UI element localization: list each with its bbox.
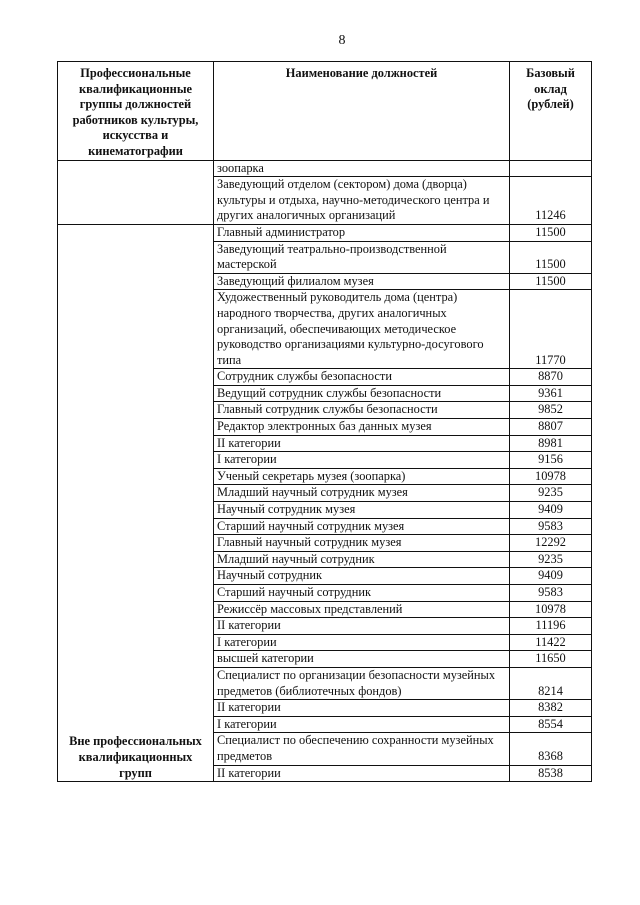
- salary-cell: 9852: [510, 402, 592, 419]
- header-salary: Базовый оклад (рублей): [510, 62, 592, 161]
- salary-cell: 11500: [510, 241, 592, 273]
- position-cell: высшей категории: [214, 651, 510, 668]
- page-number: 8: [338, 33, 346, 48]
- salary-cell: 8538: [510, 765, 592, 782]
- table-row: [58, 224, 592, 241]
- salary-cell: 8981: [510, 435, 592, 452]
- position-cell: Заведующий филиалом музея: [214, 273, 510, 290]
- position-cell: Младший научный сотрудник: [214, 551, 510, 568]
- salary-cell: 10978: [510, 601, 592, 618]
- position-cell: Научный сотрудник: [214, 568, 510, 585]
- position-cell: Заведующий театрально-производственной мастерской: [214, 241, 510, 273]
- salary-cell: 9235: [510, 485, 592, 502]
- position-cell: II категории: [214, 765, 510, 782]
- position-cell: Главный сотрудник службы безопасности: [214, 402, 510, 419]
- position-cell: Старший научный сотрудник: [214, 585, 510, 602]
- position-cell: Ученый секретарь музея (зоопарка): [214, 468, 510, 485]
- position-cell: Главный администратор: [214, 224, 510, 241]
- salary-cell: 9235: [510, 551, 592, 568]
- salary-cell: 9583: [510, 518, 592, 535]
- position-cell: Научный сотрудник музея: [214, 502, 510, 519]
- position-cell: Режиссёр массовых представлений: [214, 601, 510, 618]
- position-cell: Художественный руководитель дома (центра) народного творчества, других аналогичных организаций, обеспечивающих методическое руководство организациями культурно-досугового типа: [214, 290, 510, 369]
- salary-table: [57, 61, 592, 782]
- salary-cell: 8554: [510, 716, 592, 733]
- position-cell: Специалист по обеспечению сохранности музейных предметов: [214, 733, 510, 765]
- position-cell: Специалист по организации безопасности музейных предметов (библиотечных фондов): [214, 667, 510, 699]
- salary-cell: 9156: [510, 452, 592, 469]
- table-body: [58, 160, 592, 782]
- header-group: Профессиональные квалификационные группы должностей работников культуры, искусства и кинематографии: [58, 62, 214, 161]
- position-cell: Ведущий сотрудник службы безопасности: [214, 385, 510, 402]
- salary-cell: 11650: [510, 651, 592, 668]
- salary-cell: 10978: [510, 468, 592, 485]
- position-cell: Заведующий отделом (сектором) дома (дворца) культуры и отдыха, научно-методического центра и других аналогичных организаций: [214, 177, 510, 225]
- salary-cell: 11196: [510, 618, 592, 635]
- salary-cell: 8368: [510, 733, 592, 765]
- group-cell-continued: [58, 160, 214, 224]
- salary-cell: 8807: [510, 419, 592, 436]
- position-cell: Сотрудник службы безопасности: [214, 369, 510, 386]
- salary-cell: 11422: [510, 634, 592, 651]
- salary-cell: 11246: [510, 177, 592, 225]
- table-header-row: [58, 62, 592, 161]
- position-cell: II категории: [214, 435, 510, 452]
- position-cell: Главный научный сотрудник музея: [214, 535, 510, 552]
- salary-cell: 8214: [510, 667, 592, 699]
- salary-cell: [510, 160, 592, 177]
- position-cell: I категории: [214, 716, 510, 733]
- position-cell: II категории: [214, 700, 510, 717]
- salary-cell: 8382: [510, 700, 592, 717]
- position-cell: II категории: [214, 618, 510, 635]
- position-cell: I категории: [214, 634, 510, 651]
- salary-cell: 9583: [510, 585, 592, 602]
- salary-cell: 11500: [510, 273, 592, 290]
- salary-cell: 11500: [510, 224, 592, 241]
- header-position: Наименование должностей: [214, 62, 510, 161]
- salary-cell: 9409: [510, 568, 592, 585]
- salary-cell: 9361: [510, 385, 592, 402]
- position-cell: зоопарка: [214, 160, 510, 177]
- table-row: [58, 160, 592, 177]
- salary-cell: 11770: [510, 290, 592, 369]
- position-cell: I категории: [214, 452, 510, 469]
- salary-cell: 8870: [510, 369, 592, 386]
- position-cell: Старший научный сотрудник музея: [214, 518, 510, 535]
- position-cell: Редактор электронных баз данных музея: [214, 419, 510, 436]
- salary-cell: 9409: [510, 502, 592, 519]
- salary-cell: 12292: [510, 535, 592, 552]
- position-cell: Младший научный сотрудник музея: [214, 485, 510, 502]
- group-label: Вне профессиональных квалификационных групп: [58, 224, 214, 781]
